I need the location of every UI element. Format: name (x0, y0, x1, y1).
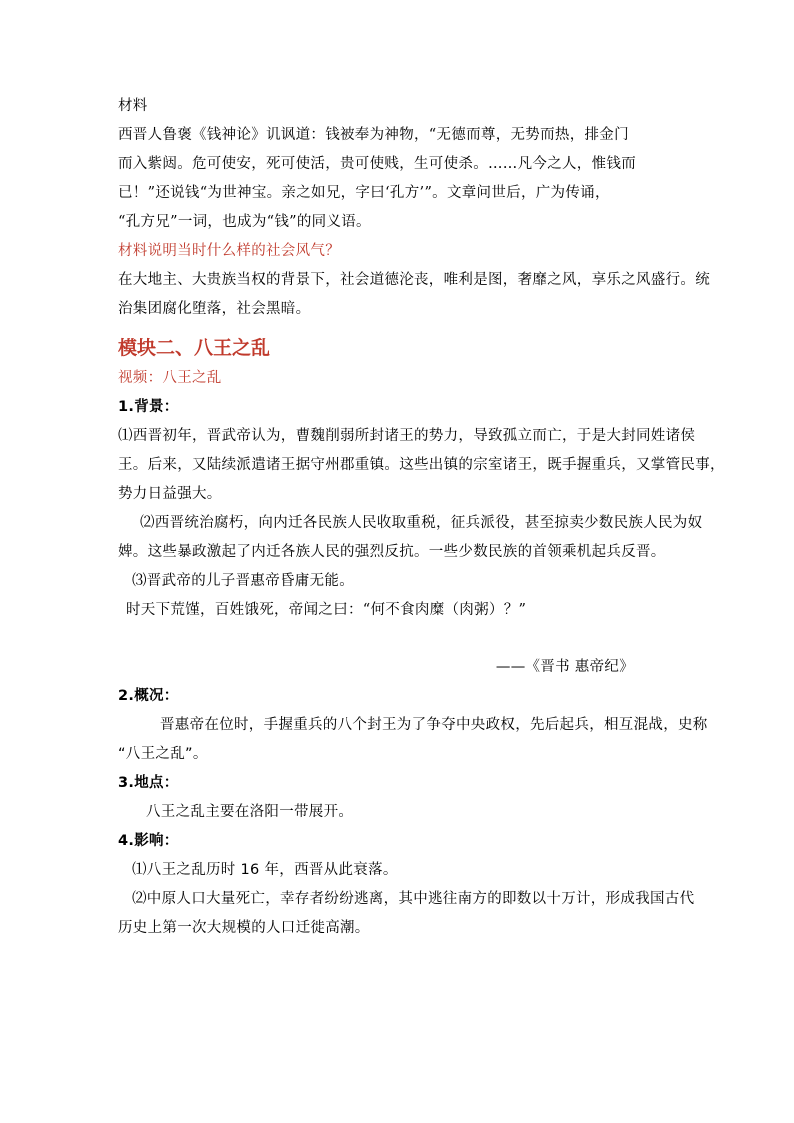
video-link[interactable]: 视频：八王之乱 (118, 370, 222, 386)
quote-source: ——《晋书 惠帝纪》 (495, 659, 634, 675)
material-text-line-1: 西晋人鲁褒《钱神论》讥讽道：钱被奉为神物，“无德而尊，无势而热，排金门 (118, 127, 629, 143)
background-p1-line-1: ⑴西晋初年，晋武帝认为，曹魏削弱所封诸王的势力，导致孤立而亡，于是大封同姓诸侯 (118, 428, 696, 444)
location-title: 3.地点： (118, 775, 179, 791)
impact-title: 4.影响： (118, 833, 179, 849)
material-answer-line-2: 治集团腐化堕落，社会黑暗。 (118, 301, 311, 317)
background-p3: ⑶晋武帝的儿子晋惠帝昏庸无能。 (132, 573, 354, 589)
background-quote: 时天下荒馑，百姓饿死，帝闻之曰：“何不食肉糜（肉粥）？” (126, 602, 527, 618)
impact-p2-line-1: ⑵中原人口大量死亡，幸存者纷纷逃离，其中逃往南方的即数以十万计，形成我国古代 (132, 891, 695, 907)
background-title: 1.背景： (118, 399, 179, 415)
impact-p2-line-2: 历史上第一次大规模的人口迁徙高潮。 (118, 920, 370, 936)
material-text-line-2: 而入紫闼。危可使安，死可使活，贵可使贱，生可使杀。……凡今之人，惟钱而 (118, 156, 636, 172)
background-p1-line-3: 势力日益强大。 (118, 486, 222, 502)
background-p2-line-1: ⑵西晋统治腐朽，向内迁各民族人民收取重税，征兵派役，甚至掠卖少数民族人民为奴 (140, 515, 703, 531)
material-text-line-4: “孔方兄”一词，也成为“钱”的同义语。 (118, 214, 371, 230)
material-answer-line-1: 在大地主、大贵族当权的背景下，社会道德沦丧，唯利是图，奢靡之风，享乐之风盛行。统 (118, 272, 710, 288)
material-label: 材料 (118, 98, 148, 114)
background-p1-line-2: 王。后来，又陆续派遣诸王据守州郡重镇。这些出镇的宗室诸王，既手握重兵，又掌管民事， (118, 457, 725, 473)
overview-title: 2.概况： (118, 688, 179, 704)
material-text-line-3: 已！”还说钱“为世神宝。亲之如兄，字曰‘孔方’”。文章问世后，广为传诵， (118, 185, 610, 201)
impact-p1: ⑴八王之乱历时 16 年，西晋从此衰落。 (132, 862, 398, 878)
overview-line-1: 晋惠帝在位时，手握重兵的八个封王为了争夺中央政权，先后起兵，相互混战，史称 (160, 717, 708, 733)
document-page (118, 92, 725, 943)
material-question: 材料说明当时什么样的社会风气？ (118, 243, 340, 259)
overview-line-2: “八王之乱”。 (118, 746, 208, 762)
module-title: 模块二、八王之乱 (118, 337, 271, 359)
background-p2-line-2: 婢。这些暴政激起了内迁各族人民的强烈反抗。一些少数民族的首领乘机起兵反晋。 (118, 544, 666, 560)
location-text: 八王之乱主要在洛阳一带展开。 (146, 804, 354, 820)
